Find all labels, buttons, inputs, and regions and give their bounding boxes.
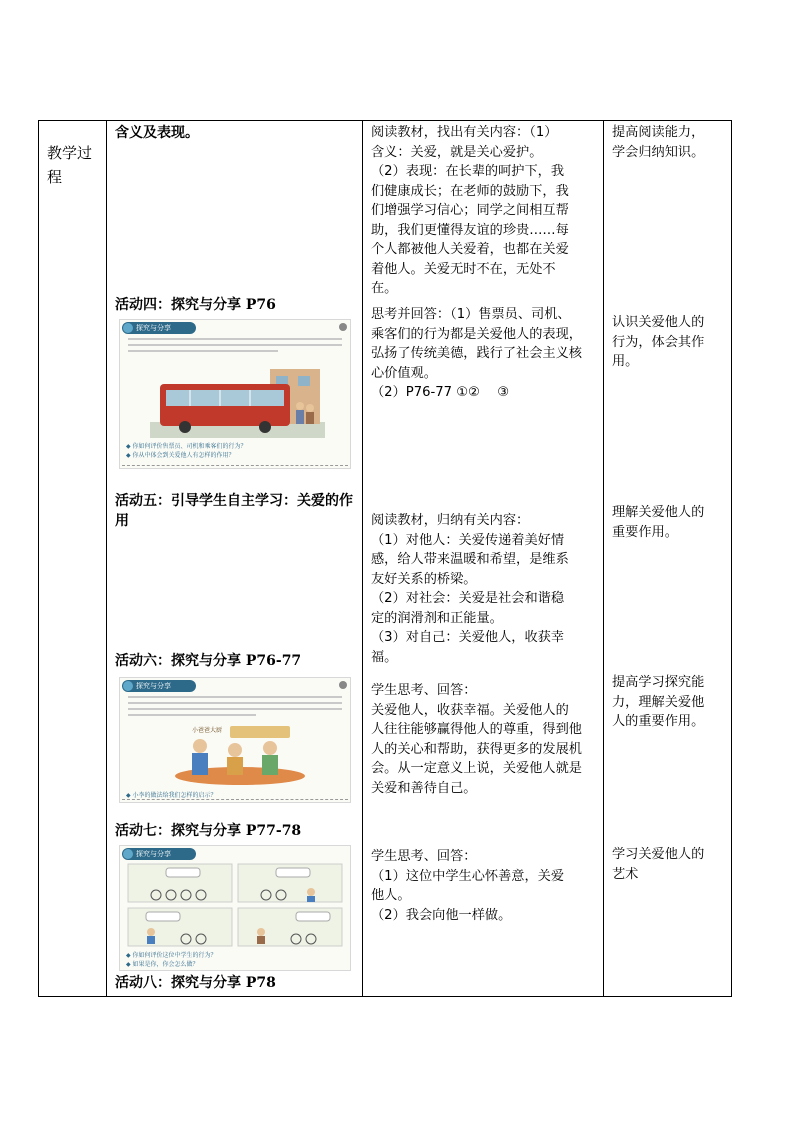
close-icon — [339, 681, 347, 689]
activity-heading-5: 活动五：引导学生自主学习：关爱的作用 — [115, 493, 353, 529]
intention-3: 理解关爱他人的 重要作用。 — [612, 505, 705, 540]
activity-heading-8: 活动八：探究与分享 P78 — [115, 975, 276, 991]
intention-4: 提高学习探究能 力，理解关爱他 人的重要作用。 — [612, 675, 705, 729]
panel-title: 探究与分享 — [122, 322, 196, 334]
illustration-question-1: ◆ 你如何评价售票员、司机和乘客们的行为？ — [126, 443, 247, 450]
student-activity-1: 阅读教材，找出有关内容：（1） 含义：关爱，就是关心爱护。 （2）表现：在长辈的呵护下，我 们健康成长；在老师的鼓励下，我 们增强学习信心；同学之间相互帮 助，我们更懂得友谊的珍贵……每 个人都被他人关爱着，也都在关爱 着他人。关爱无时不在，无处不 在。 — [371, 125, 569, 296]
panel-title: 探究与分享 — [122, 848, 196, 860]
student-activity-4: 学生思考、回答： 关爱他人，收获幸福。关爱他人的 人往往能够赢得他人的尊重，得到他 人的关心和帮助，获得更多的发展机 会。从一定意义上说，关爱他人就是 关爱和善待自己。 — [371, 683, 582, 796]
story-text-lines — [128, 338, 342, 356]
intention-2: 认识关爱他人的 行为，体会其作 用。 — [612, 315, 705, 369]
student-activity-3: 阅读教材，归纳有关内容： （1）对他人：关爱传递着美好情 感，给人带来温暖和希望，是维系 友好关系的桥梁。 （2）对社会：关爱是社会和谐稳 定的润滑剂和正能量。 （3）对自己：关爱他人，收获幸 福。 — [371, 513, 569, 665]
illustration-question-1: ◆ 你如何评价这位中学生的行为？ — [126, 952, 217, 959]
illustration-question-2: ◆ 如果是你，你会怎么做？ — [126, 961, 199, 968]
bicycle-comic-picture — [126, 862, 344, 948]
illustration-question-1: ◆ 小李的做法给我们怎样的启示？ — [126, 792, 217, 799]
bus-picture — [150, 364, 325, 438]
activity-heading-4: 活动四：探究与分享 P76 — [115, 297, 276, 313]
stage-label: 教学过程 — [47, 144, 93, 186]
illustration-bus-scene — [119, 319, 351, 469]
intention-5: 学习关爱他人的 艺术 — [612, 847, 705, 882]
student-activity-2: 思考并回答：（1）售票员、司机、 乘客们的行为都是关爱他人的表现， 弘扬了传统美德，践行了社会主义核 心价值观。 （2）P76-77 ①② ③ — [371, 307, 582, 400]
lesson-plan-table — [38, 120, 732, 997]
explore-icon — [123, 849, 133, 859]
activity-heading-meaning: 含义及表现。 — [115, 125, 199, 141]
activity-heading-6: 活动六：探究与分享 P76-77 — [115, 653, 302, 669]
illustration-helping-scene — [119, 677, 351, 803]
explore-icon — [123, 681, 133, 691]
helping-picture — [170, 724, 310, 786]
illustration-bicycle-comic — [119, 845, 351, 971]
divider — [122, 799, 348, 800]
intention-1: 提高阅读能力， 学会归纳知识。 — [612, 125, 705, 160]
story-text-lines — [128, 696, 342, 720]
sign-text: 小爸爸大厨 — [192, 727, 223, 734]
explore-icon — [123, 323, 133, 333]
close-icon — [339, 323, 347, 331]
intention-column — [604, 121, 732, 997]
panel-title: 探究与分享 — [122, 680, 196, 692]
student-activity-5: 学生思考、回答： （1）这位中学生心怀善意，关爱 他人。 （2）我会向他一样做。 — [371, 849, 565, 923]
activity-column — [107, 121, 363, 997]
divider — [122, 465, 348, 466]
activity-heading-7: 活动七：探究与分享 P77-78 — [115, 823, 302, 839]
stage-cell — [39, 121, 107, 997]
student-activity-column — [363, 121, 604, 997]
illustration-question-2: ◆ 你从中体会到关爱他人有怎样的作用？ — [126, 452, 235, 459]
